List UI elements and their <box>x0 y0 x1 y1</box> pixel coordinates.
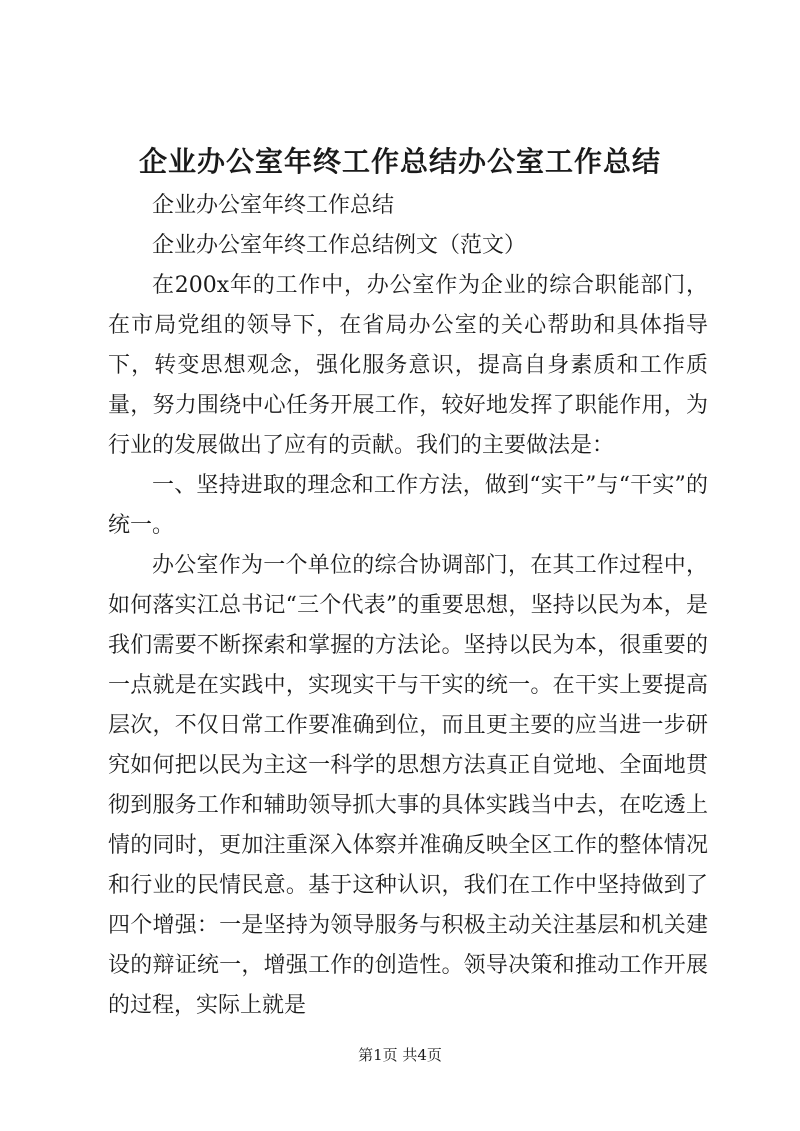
section-heading-paragraph: 一、坚持进取的理念和工作方法，做到“实干”与“干实”的统一。 <box>108 473 708 538</box>
subtitle-example-paragraph: 企业办公室年终工作总结例文（范文） <box>152 233 527 258</box>
intro-paragraph: 在200x年的工作中，办公室作为企业的综合职能部门，在市局党组的领导下，在省局办公室的关心帮助和具体指导下，转变思想观念，强化服务意识，提高自身素质和工作质量，努力围绕中心任务开展工作，较好地发挥了职能作用，为行业的发展做出了应有的贡献。我们的主要做法是： <box>108 273 708 458</box>
page-number-footer: 第1页 共4页 <box>358 1046 442 1064</box>
document-body <box>108 186 708 1026</box>
body-paragraph: 办公室作为一个单位的综合协调部门，在其工作过程中，如何落实江总书记“三个代表”的重要思想，坚持以民为本，是我们需要不断探索和掌握的方法论。坚持以民为本，很重要的一点就是在实践中，实现实干与干实的统一。在干实上要提高层次，不仅日常工作要准确到位，而且更主要的应当进一步研究如何把以民为主这一科学的思想方法真正自觉地、全面地贯彻到服务工作和辅助领导抓大事的具体实践当中去，在吃透上情的同时，更加注重深入体察并准确反映全区工作的整体情况和行业的民情民意。基于这种认识，我们在工作中坚持做到了四个增强：一是坚持为领导服务与积极主动关注基层和机关建设的辩证统一，增强工作的创造性。领导决策和推动工作开展的过程，实际上就是 <box>108 553 708 1018</box>
document-title: 企业办公室年终工作总结办公室工作总结 <box>138 145 661 178</box>
subtitle-paragraph: 企业办公室年终工作总结 <box>152 193 395 218</box>
